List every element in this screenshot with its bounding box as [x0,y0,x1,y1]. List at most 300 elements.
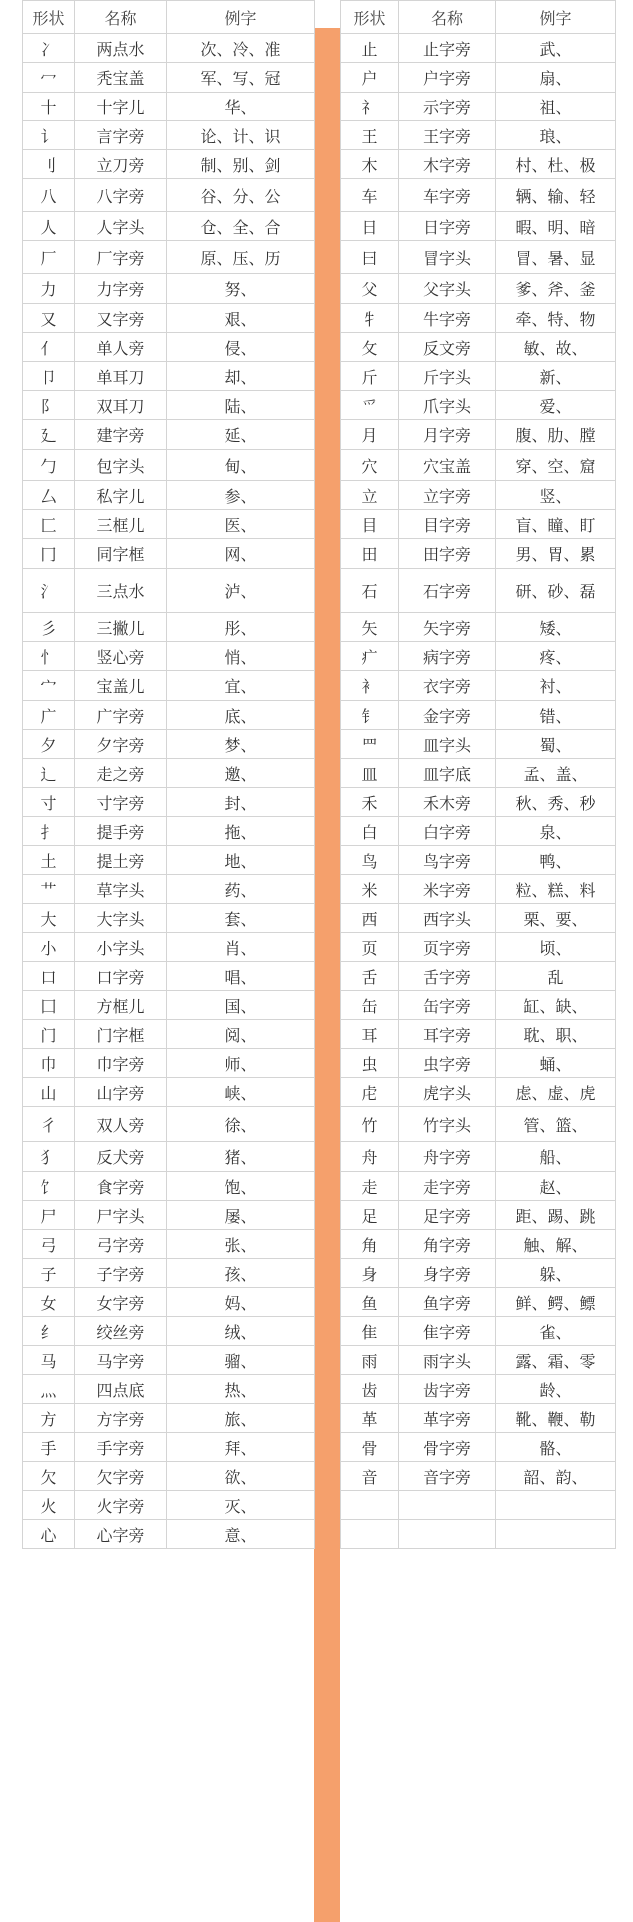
radical-example-cell: 仓、全、合 [167,212,315,241]
radical-name-cell: 方框儿 [75,991,167,1020]
radical-row [341,121,616,150]
radical-name-cell: 止字旁 [399,34,496,63]
radical-shape-cell: 礻 [341,93,399,121]
radical-example-cell: 暇、明、暗 [496,212,616,241]
radical-example-cell: 冒、暑、显 [496,241,616,274]
radical-name-cell: 女字旁 [75,1288,167,1317]
radical-shape-cell: 缶 [341,991,399,1020]
radical-row [23,304,315,333]
radical-name-cell: 户字旁 [399,63,496,93]
radical-name-cell: 双人旁 [75,1107,167,1142]
radical-row [341,1078,616,1107]
radical-shape-cell: 冂 [23,539,75,569]
radical-row [341,1259,616,1288]
radical-name-cell: 秃宝盖 [75,63,167,93]
radical-example-cell: 军、写、冠 [167,63,315,93]
radical-shape-cell: 户 [341,63,399,93]
radical-row [341,642,616,671]
radical-name-cell: 提手旁 [75,817,167,846]
radical-row [341,1462,616,1491]
radical-example-cell: 悄、 [167,642,315,671]
radical-example-cell: 扇、 [496,63,616,93]
radical-row [23,34,315,63]
radical-row [341,34,616,63]
radical-shape-cell: 亻 [23,333,75,362]
radical-name-cell [399,1491,496,1520]
header-example: 例字 [167,1,315,34]
radical-name-cell: 耳字旁 [399,1020,496,1049]
radical-row [341,991,616,1020]
radical-example-cell: 延、 [167,420,315,450]
radical-example-cell [496,1491,616,1520]
radical-name-cell: 三点水 [75,569,167,613]
radical-example-cell: 邀、 [167,759,315,788]
radical-example-cell: 华、 [167,93,315,121]
radical-shape-cell: 马 [23,1346,75,1375]
radical-example-cell: 躲、 [496,1259,616,1288]
radical-shape-cell: 厂 [23,241,75,274]
radical-row [341,1049,616,1078]
radical-row [341,241,616,274]
radical-row [341,274,616,304]
radical-example-cell: 乱 [496,962,616,991]
radical-row [23,481,315,510]
radical-shape-cell: 火 [23,1491,75,1520]
radical-name-cell: 言字旁 [75,121,167,150]
radical-shape-cell: 忄 [23,642,75,671]
radical-shape-cell: 穴 [341,450,399,481]
radical-example-cell: 国、 [167,991,315,1020]
radical-name-cell: 方字旁 [75,1404,167,1433]
radical-name-cell: 反文旁 [399,333,496,362]
radical-name-cell: 火字旁 [75,1491,167,1520]
radical-name-cell: 走之旁 [75,759,167,788]
radical-example-cell: 男、胃、累 [496,539,616,569]
radical-name-cell: 人字头 [75,212,167,241]
radical-shape-cell: 页 [341,933,399,962]
radical-name-cell: 革字旁 [399,1404,496,1433]
radical-shape-cell: 广 [23,701,75,730]
radical-example-cell: 船、 [496,1142,616,1172]
radical-example-cell: 意、 [167,1520,315,1549]
radical-shape-cell: 氵 [23,569,75,613]
radical-example-cell: 梦、 [167,730,315,759]
radical-name-cell: 力字旁 [75,274,167,304]
radical-name-cell: 又字旁 [75,304,167,333]
radical-shape-cell: 讠 [23,121,75,150]
radical-name-cell: 草字头 [75,875,167,904]
radical-shape-cell: 饣 [23,1172,75,1201]
radical-row [341,569,616,613]
radical-row [341,510,616,539]
radical-shape-cell: 目 [341,510,399,539]
radical-row [23,904,315,933]
radical-row [23,613,315,642]
radical-name-cell: 白字旁 [399,817,496,846]
radical-shape-cell: 力 [23,274,75,304]
radical-shape-cell: 灬 [23,1375,75,1404]
radical-row [23,1172,315,1201]
radical-shape-cell: 纟 [23,1317,75,1346]
radical-example-cell: 赵、 [496,1172,616,1201]
radical-name-cell: 西字头 [399,904,496,933]
radical-row [341,1107,616,1142]
radical-row [23,991,315,1020]
radical-shape-cell: 冫 [23,34,75,63]
radical-row [341,539,616,569]
radical-shape-cell: 舌 [341,962,399,991]
radical-example-cell: 泸、 [167,569,315,613]
radical-name-cell: 食字旁 [75,1172,167,1201]
radical-name-cell: 巾字旁 [75,1049,167,1078]
radical-name-cell: 皿字头 [399,730,496,759]
radical-shape-cell: 舟 [341,1142,399,1172]
radical-shape-cell: 又 [23,304,75,333]
radical-example-cell: 宜、 [167,671,315,701]
radical-row [341,1404,616,1433]
radical-shape-cell: 冖 [23,63,75,93]
radical-name-cell: 大字头 [75,904,167,933]
radical-example-cell: 孩、 [167,1259,315,1288]
radical-row [341,701,616,730]
radical-name-cell: 欠字旁 [75,1462,167,1491]
header-example: 例字 [496,1,616,34]
radical-shape-cell: 彳 [23,1107,75,1142]
radical-example-cell: 露、霜、零 [496,1346,616,1375]
radical-row [341,179,616,212]
radical-shape-cell: 骨 [341,1433,399,1462]
radical-shape-cell: 宀 [23,671,75,701]
radical-example-cell: 腹、肋、膛 [496,420,616,450]
radical-example-cell: 底、 [167,701,315,730]
radical-example-cell: 陆、 [167,391,315,420]
radical-example-cell: 灭、 [167,1491,315,1520]
radical-example-cell: 妈、 [167,1288,315,1317]
radical-name-cell: 禾木旁 [399,788,496,817]
radical-shape-cell: 虫 [341,1049,399,1078]
radical-row [23,569,315,613]
radical-row [341,817,616,846]
radical-name-cell: 提土旁 [75,846,167,875]
radical-name-cell: 目字旁 [399,510,496,539]
radical-row [341,304,616,333]
radical-example-cell: 竖、 [496,481,616,510]
radical-example-cell: 蜀、 [496,730,616,759]
radical-shape-cell: 门 [23,1020,75,1049]
radical-shape-cell: 手 [23,1433,75,1462]
radical-name-cell: 田字旁 [399,539,496,569]
radical-example-cell: 张、 [167,1230,315,1259]
radical-name-cell: 鸟字旁 [399,846,496,875]
radical-example-cell: 栗、要、 [496,904,616,933]
left-header-row [23,1,315,34]
radical-shape-cell: 尸 [23,1201,75,1230]
radical-name-cell: 手字旁 [75,1433,167,1462]
radical-example-cell: 秋、秀、秒 [496,788,616,817]
radical-example-cell: 欲、 [167,1462,315,1491]
radical-row [23,1107,315,1142]
radical-row [23,93,315,121]
radical-name-cell: 竖心旁 [75,642,167,671]
radical-name-cell: 心字旁 [75,1520,167,1549]
radical-shape-cell: 身 [341,1259,399,1288]
radical-row [23,1020,315,1049]
radical-example-cell: 网、 [167,539,315,569]
radical-shape-cell: 爫 [341,391,399,420]
radical-example-cell: 唱、 [167,962,315,991]
radical-example-cell: 虑、虚、虎 [496,1078,616,1107]
radical-shape-cell: 方 [23,1404,75,1433]
radical-row [341,1317,616,1346]
radical-example-cell: 武、 [496,34,616,63]
radical-example-cell: 敏、故、 [496,333,616,362]
radical-name-cell: 金字旁 [399,701,496,730]
radical-example-cell: 新、 [496,362,616,391]
radical-row [341,1020,616,1049]
radical-row [341,904,616,933]
radical-name-cell: 三撇儿 [75,613,167,642]
radical-shape-cell: 欠 [23,1462,75,1491]
radical-example-cell: 辆、输、轻 [496,179,616,212]
radical-row [341,1375,616,1404]
radical-example-cell: 药、 [167,875,315,904]
radical-row [23,63,315,93]
radical-example-cell: 骼、 [496,1433,616,1462]
radical-row [23,274,315,304]
radical-row [23,1259,315,1288]
radical-row [23,1346,315,1375]
radical-row [23,121,315,150]
radical-shape-cell: 月 [341,420,399,450]
radical-name-cell: 子字旁 [75,1259,167,1288]
radical-row [341,150,616,179]
radical-row [341,93,616,121]
radical-shape-cell: 刂 [23,150,75,179]
radical-shape-cell [341,1491,399,1520]
radical-example-cell: 孟、盖、 [496,759,616,788]
radical-example-cell: 却、 [167,362,315,391]
radical-row [23,1520,315,1549]
radical-example-cell: 研、砂、磊 [496,569,616,613]
radical-example-cell: 拖、 [167,817,315,846]
radical-name-cell: 鱼字旁 [399,1288,496,1317]
radical-row [341,1142,616,1172]
radical-shape-cell: 寸 [23,788,75,817]
radical-name-cell: 四点底 [75,1375,167,1404]
radical-row [23,539,315,569]
radical-example-cell: 韶、韵、 [496,1462,616,1491]
radical-shape-cell: 卩 [23,362,75,391]
radical-name-cell: 牛字旁 [399,304,496,333]
radical-name-cell: 冒字头 [399,241,496,274]
radical-name-cell: 衣字旁 [399,671,496,701]
radical-shape-cell: 角 [341,1230,399,1259]
radical-name-cell: 绞丝旁 [75,1317,167,1346]
radical-name-cell: 缶字旁 [399,991,496,1020]
radical-row [23,1230,315,1259]
radical-shape-cell: 石 [341,569,399,613]
radical-shape-cell: 衤 [341,671,399,701]
radical-example-cell [496,1520,616,1549]
radical-example-cell: 峡、 [167,1078,315,1107]
radical-shape-cell: 厶 [23,481,75,510]
radical-example-cell: 封、 [167,788,315,817]
radical-example-cell: 鸭、 [496,846,616,875]
radical-row [341,1201,616,1230]
radical-row [23,1433,315,1462]
radical-shape-cell: 米 [341,875,399,904]
radical-name-cell: 立字旁 [399,481,496,510]
radical-row [341,212,616,241]
radical-name-cell: 车字旁 [399,179,496,212]
radical-shape-cell: 足 [341,1201,399,1230]
radical-row [341,63,616,93]
radical-shape-cell: 白 [341,817,399,846]
radical-row [341,420,616,450]
radical-name-cell: 夕字旁 [75,730,167,759]
radical-shape-cell: 山 [23,1078,75,1107]
radical-name-cell: 八字旁 [75,179,167,212]
radical-shape-cell: 隹 [341,1317,399,1346]
radical-example-cell: 肖、 [167,933,315,962]
radical-name-cell: 十字儿 [75,93,167,121]
radical-shape-cell: 止 [341,34,399,63]
radical-name-cell: 木字旁 [399,150,496,179]
radical-example-cell: 祖、 [496,93,616,121]
radical-row [23,642,315,671]
radical-name-cell: 皿字底 [399,759,496,788]
radical-shape-cell: 八 [23,179,75,212]
header-shape: 形状 [23,1,75,34]
radical-shape-cell: 彡 [23,613,75,642]
radical-name-cell: 马字旁 [75,1346,167,1375]
radical-shape-cell: 廴 [23,420,75,450]
radical-shape-cell: 钅 [341,701,399,730]
radical-shape-cell: 鱼 [341,1288,399,1317]
radical-row [23,759,315,788]
radical-shape-cell: 走 [341,1172,399,1201]
radical-example-cell: 穿、空、窟 [496,450,616,481]
radical-name-cell: 尸字头 [75,1201,167,1230]
radical-shape-cell: 皿 [341,759,399,788]
radical-shape-cell: 勹 [23,450,75,481]
radical-row [341,846,616,875]
radical-example-cell: 地、 [167,846,315,875]
radical-name-cell: 立刀旁 [75,150,167,179]
radical-row [23,450,315,481]
radical-shape-cell [341,1520,399,1549]
radical-example-cell: 彤、 [167,613,315,642]
radical-shape-cell: 立 [341,481,399,510]
radical-example-cell: 矮、 [496,613,616,642]
radical-row [23,933,315,962]
radical-row [341,333,616,362]
radical-shape-cell: 斤 [341,362,399,391]
radical-example-cell: 屡、 [167,1201,315,1230]
radical-name-cell: 宝盖儿 [75,671,167,701]
radical-row [23,846,315,875]
radical-shape-cell: 鸟 [341,846,399,875]
radical-shape-cell: 虍 [341,1078,399,1107]
radical-example-cell: 骝、 [167,1346,315,1375]
radical-name-cell: 米字旁 [399,875,496,904]
radical-row [23,788,315,817]
radical-name-cell: 两点水 [75,34,167,63]
radical-row [23,962,315,991]
radical-name-cell: 三框儿 [75,510,167,539]
radical-shape-cell: 女 [23,1288,75,1317]
radical-row [23,1404,315,1433]
radical-shape-cell: 囗 [23,991,75,1020]
radical-shape-cell: 曰 [341,241,399,274]
radical-row [341,759,616,788]
left-radical-table [22,0,315,1549]
radical-name-cell: 示字旁 [399,93,496,121]
radical-name-cell: 雨字头 [399,1346,496,1375]
radical-shape-cell: 阝 [23,391,75,420]
radical-example-cell: 雀、 [496,1317,616,1346]
radical-name-cell: 矢字旁 [399,613,496,642]
radical-row [341,1346,616,1375]
radical-row [23,391,315,420]
radical-shape-cell: 车 [341,179,399,212]
radical-row [341,1230,616,1259]
radical-row [341,1491,616,1520]
radical-example-cell: 琅、 [496,121,616,150]
radical-row [23,179,315,212]
radical-example-cell: 饱、 [167,1172,315,1201]
radical-row [341,481,616,510]
radical-shape-cell: 匚 [23,510,75,539]
radical-name-cell: 月字旁 [399,420,496,450]
radical-shape-cell: 犭 [23,1142,75,1172]
radical-example-cell: 绒、 [167,1317,315,1346]
radical-shape-cell: 雨 [341,1346,399,1375]
radical-row [23,1142,315,1172]
radical-shape-cell: 齿 [341,1375,399,1404]
radical-name-cell: 弓字旁 [75,1230,167,1259]
radical-example-cell: 疼、 [496,642,616,671]
radical-row [341,962,616,991]
radical-shape-cell: 十 [23,93,75,121]
radical-shape-cell: 牜 [341,304,399,333]
radical-name-cell: 页字旁 [399,933,496,962]
radical-row [23,1317,315,1346]
radical-name-cell: 门字框 [75,1020,167,1049]
radical-row [341,730,616,759]
radical-row [341,450,616,481]
radical-row [341,1172,616,1201]
radical-name-cell: 穴宝盖 [399,450,496,481]
radical-shape-cell: 日 [341,212,399,241]
radical-example-cell: 参、 [167,481,315,510]
radical-example-cell: 管、篮、 [496,1107,616,1142]
radical-name-cell: 广字旁 [75,701,167,730]
radical-example-cell: 制、别、剑 [167,150,315,179]
radical-shape-cell: 矢 [341,613,399,642]
radical-row [341,788,616,817]
radical-shape-cell: 辶 [23,759,75,788]
radical-row [341,875,616,904]
radical-name-cell: 舌字旁 [399,962,496,991]
radical-name-cell: 病字旁 [399,642,496,671]
radical-row [23,1078,315,1107]
radical-example-cell: 爹、斧、釜 [496,274,616,304]
radical-name-cell: 父字头 [399,274,496,304]
radical-name-cell: 建字旁 [75,420,167,450]
right-radical-table [340,0,616,1549]
radical-row [23,333,315,362]
